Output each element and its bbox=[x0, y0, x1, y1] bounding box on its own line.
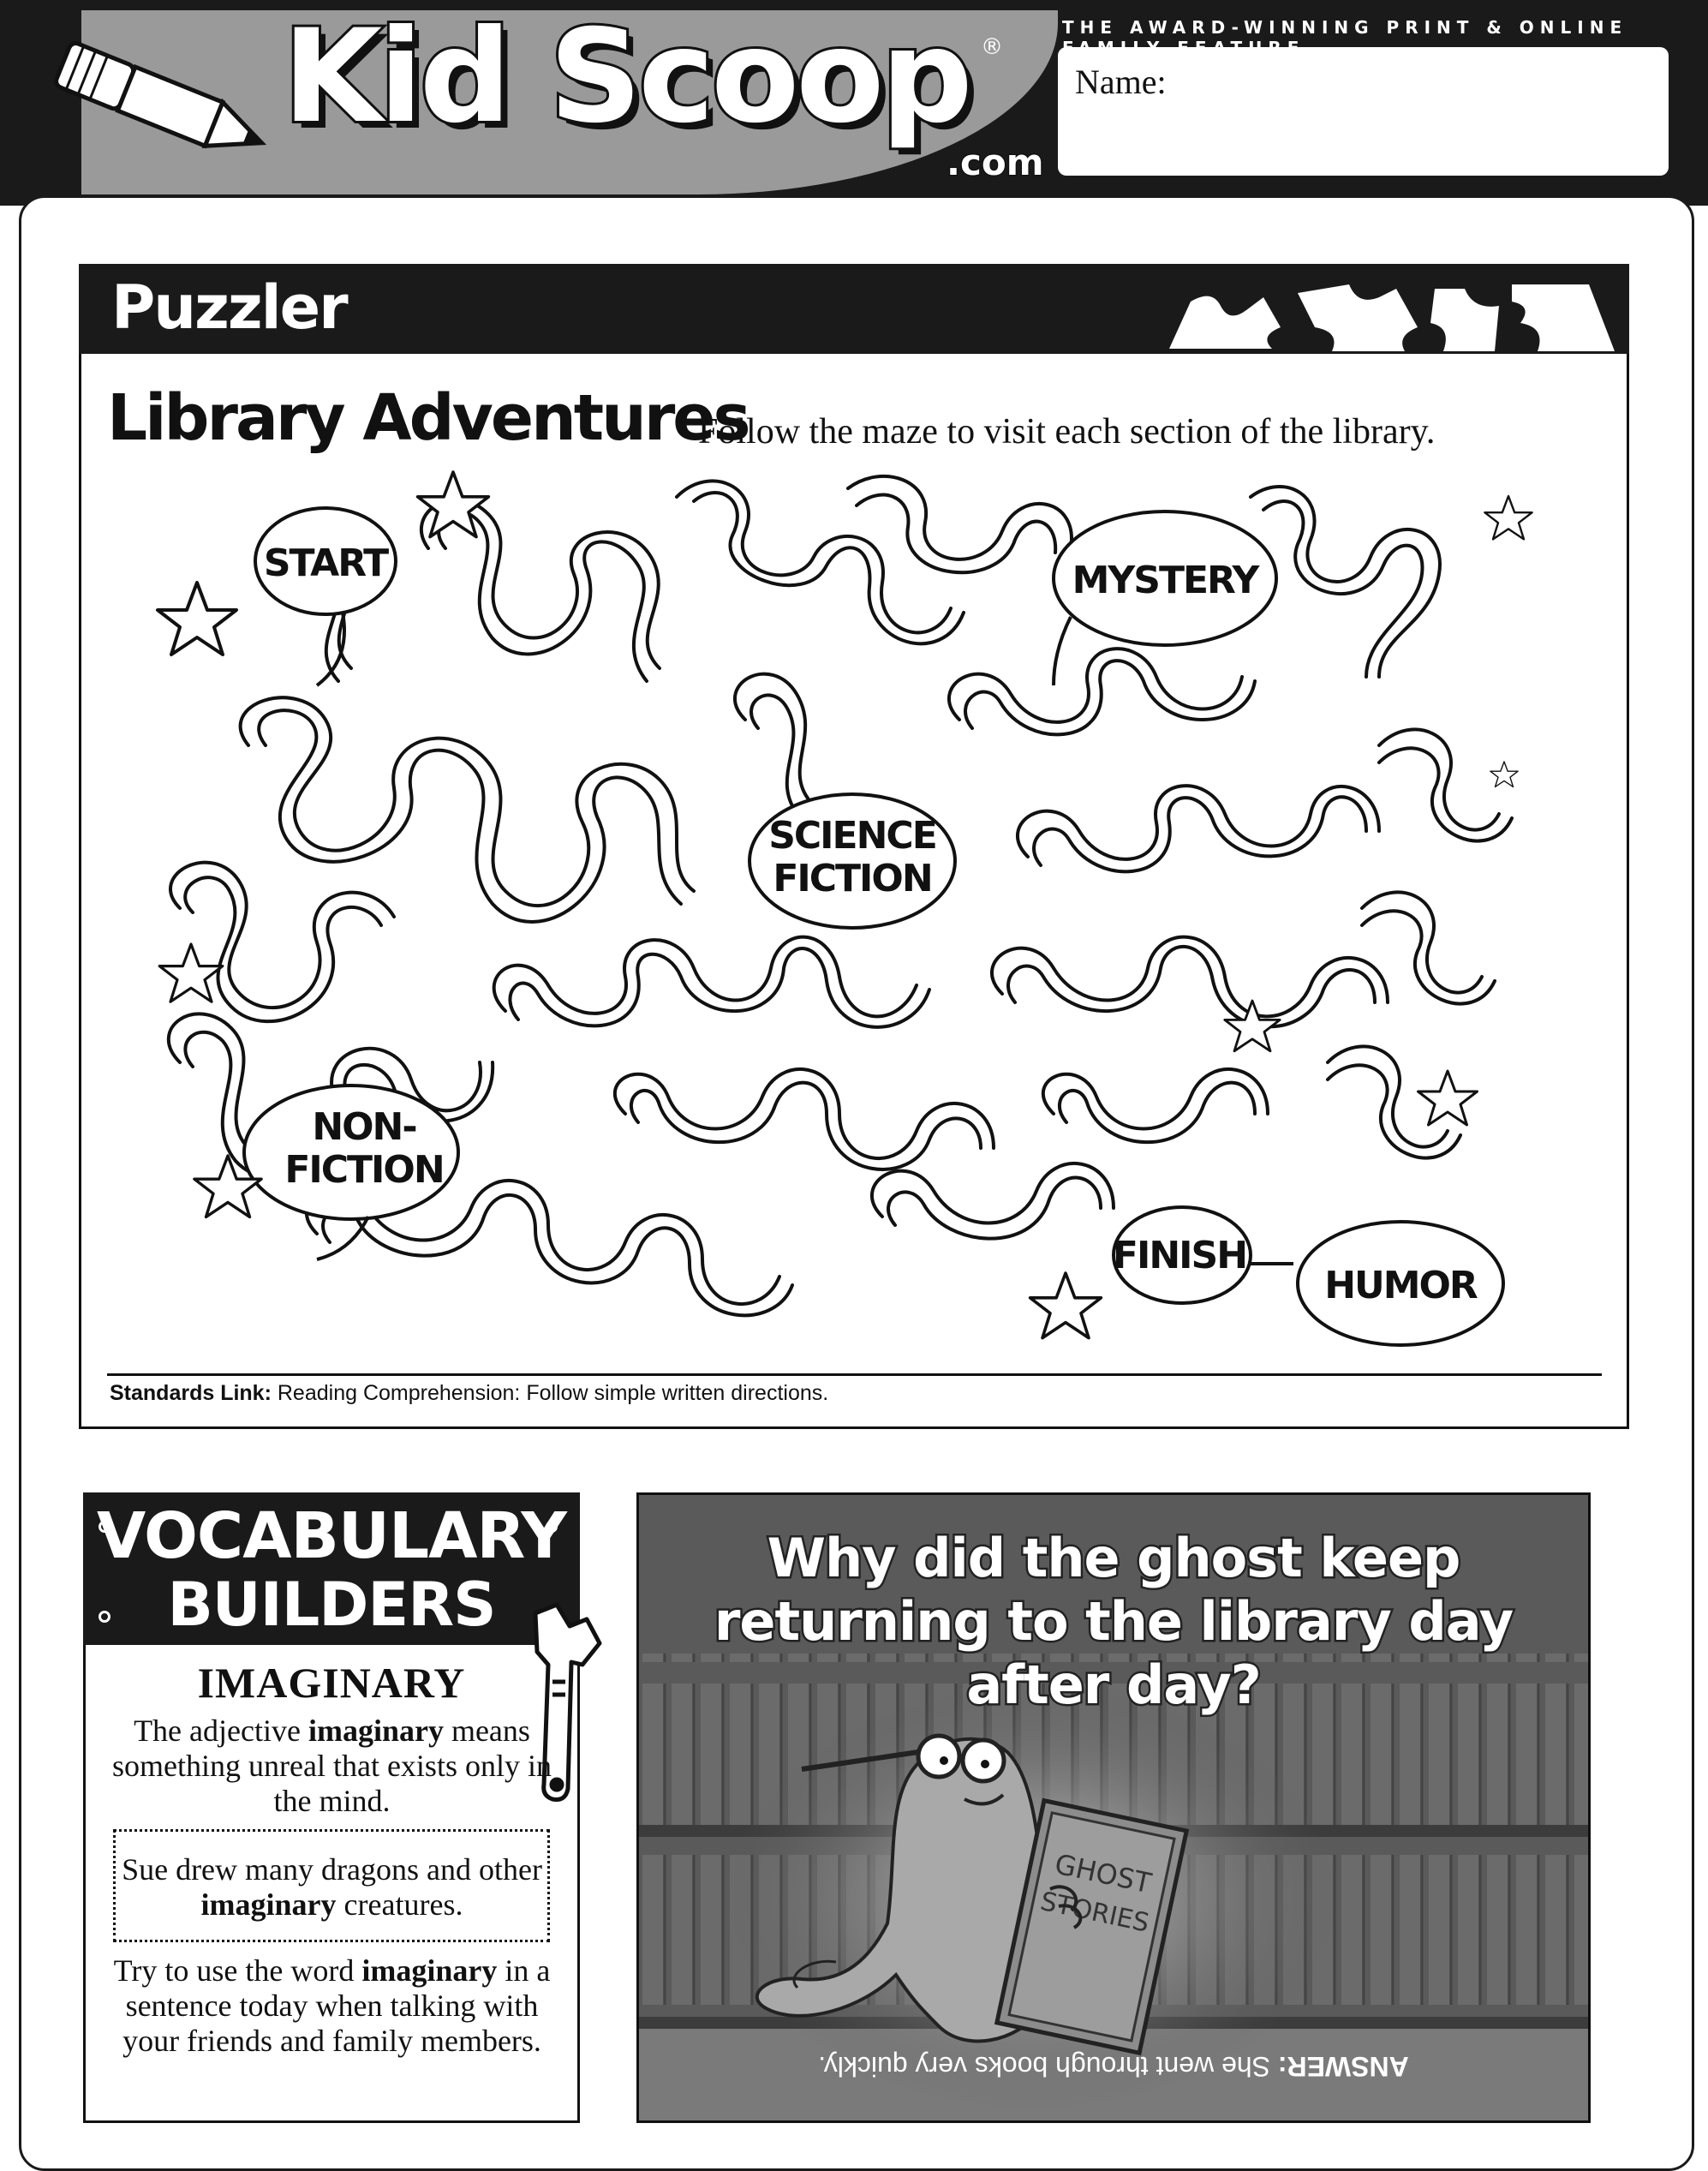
riddle-question: Why did the ghost keep returning to the library day after day? bbox=[714, 1527, 1514, 1716]
tip-text: in a sentence today when talking with your friends and family members. bbox=[122, 1953, 551, 2058]
riddle-answer bbox=[651, 2050, 1576, 2102]
tagline: THE AWARD-WINNING PRINT & ONLINE bbox=[1062, 17, 1628, 38]
example-word: imaginary bbox=[200, 1887, 337, 1922]
star-icon bbox=[1030, 1273, 1102, 1338]
glasses-icon bbox=[918, 1736, 959, 1777]
builders-title: BUILDERS bbox=[167, 1570, 496, 1640]
registered-mark: ® bbox=[981, 34, 1003, 60]
maze-label-fiction: FICTION bbox=[773, 857, 932, 900]
tip-text: Try to use the word bbox=[113, 1953, 362, 1988]
puzzler-label: Puzzler bbox=[111, 272, 347, 343]
example-text: Sue drew many dragons and other bbox=[122, 1852, 542, 1887]
vocabulary-title: VOCABULARY bbox=[97, 1499, 566, 1573]
library-maze[interactable] bbox=[146, 463, 1533, 1362]
maze-label-nonfiction: FICTION bbox=[284, 1148, 444, 1192]
standards-text: Reading Comprehension: Follow simple written directions. bbox=[271, 1381, 829, 1405]
vocabulary-word: IMAGINARY bbox=[197, 1659, 466, 1707]
definition-word: imaginary bbox=[308, 1713, 444, 1748]
name-label: Name: bbox=[1075, 63, 1167, 101]
maze-label-non: NON- bbox=[312, 1105, 416, 1149]
star-icon bbox=[1490, 762, 1518, 786]
book-title: GHOST bbox=[1052, 1847, 1155, 1900]
star-icon bbox=[159, 944, 223, 1002]
tip-word: imaginary bbox=[361, 1953, 498, 1988]
answer-label: ANSWER: bbox=[1277, 2051, 1409, 2082]
definition-text: means something unreal that exists only in the mind. bbox=[112, 1713, 552, 1818]
maze-label-science: SCIENCE bbox=[768, 814, 936, 858]
definition-text: The adjective bbox=[134, 1713, 308, 1748]
star-icon bbox=[158, 583, 236, 655]
puzzle-instructions: Follow the maze to visit each section of the library. bbox=[698, 412, 1436, 452]
puzzle-title: Library Adventures bbox=[107, 381, 749, 455]
star-icon bbox=[1418, 1071, 1478, 1125]
vocabulary-example bbox=[111, 1852, 552, 1923]
vocabulary-tip bbox=[111, 1953, 552, 2059]
standards-label: Standards Link: bbox=[110, 1381, 272, 1405]
star-icon bbox=[1484, 496, 1532, 539]
star-icon bbox=[418, 472, 489, 537]
vocabulary-definition bbox=[111, 1713, 552, 1819]
maze-label-start: START bbox=[263, 541, 388, 585]
puzzle-pieces-icon bbox=[1161, 276, 1623, 353]
pencil-icon bbox=[39, 34, 296, 171]
maze-label-mystery: MYSTERY bbox=[1072, 559, 1258, 602]
standards-divider bbox=[107, 1373, 1602, 1376]
logo-dotcom: .com bbox=[947, 141, 1044, 183]
star-icon bbox=[1225, 1001, 1280, 1051]
standards-link bbox=[110, 1381, 828, 1406]
book-subtitle: STORIES bbox=[1037, 1886, 1152, 1939]
maze-label-humor: HUMOR bbox=[1324, 1264, 1477, 1307]
example-text: creatures. bbox=[336, 1887, 463, 1922]
answer-text: She went through books very quickly. bbox=[818, 2051, 1278, 2082]
answer-upside-down bbox=[651, 2050, 1576, 2082]
kid-scoop-logo: Kid Scoop bbox=[283, 3, 970, 152]
maze-label-finish: FINISH bbox=[1112, 1234, 1247, 1277]
